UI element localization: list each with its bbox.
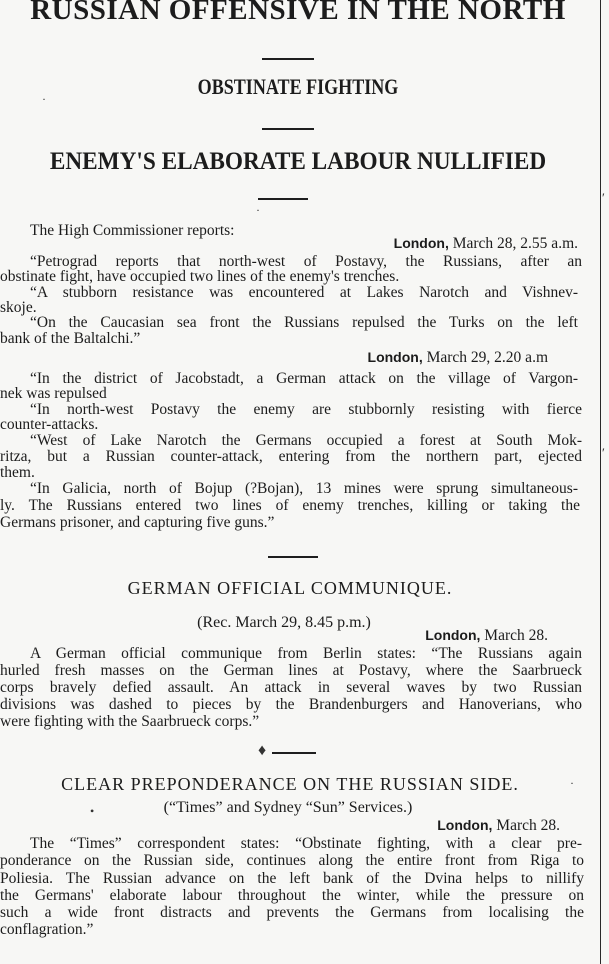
paragraph-line: The “Times” correspondent states: “Obstinate fighting, with a clear pre- (30, 835, 582, 852)
subheadline-labour: ENEMY'S ELABORATE LABOUR NULLIFIED (49, 148, 547, 175)
paragraph-line: Poliesia. The Russian advance on the left bank of the Dvina helps to nillify (0, 870, 584, 887)
paragraph-line: “A stubborn resistance was encountered at Lakes Narotch and Vishnev- (30, 284, 578, 301)
paragraph-line: obstinate fight, have occupied two lines of the enemy's trenches. (0, 268, 400, 285)
received-note: (Rec. March 29, 8.45 p.m.) (197, 614, 371, 631)
paragraph-line: “In Galicia, north of Bojup (?Bojan), 13 mines were sprung simultaneous- (30, 480, 578, 497)
paragraph-line: ly. The Russians entered two lines of enemy trenches, killing or taking the (0, 497, 580, 514)
dateline-place: London, (425, 627, 481, 643)
dateline-place: London, (367, 349, 423, 365)
speck: • (90, 804, 95, 818)
paragraph-line: nek was repulsed (0, 385, 107, 402)
dateline-time: March 29, 2.20 a.m (422, 349, 548, 366)
speck: · (42, 92, 46, 106)
paragraph-line: conflagration.” (0, 921, 94, 938)
dateline-time: March 28. (492, 817, 560, 834)
paragraph-line: corps bravely defied assault. An attack in several waves by two Russian (0, 679, 582, 696)
divider (272, 752, 316, 754)
paragraph-line: “In the district of Jacobstadt, a German attack on the village of Vargon- (30, 370, 578, 387)
intro-line: The High Commissioner reports: (30, 222, 235, 239)
section-title-german-communique: GERMAN OFFICIAL COMMUNIQUE. (127, 578, 453, 598)
column-rule (600, 0, 601, 964)
margin-mark: ′ (602, 445, 605, 460)
paragraph-line: were fighting with the Saarbrueck corps.” (0, 713, 260, 730)
paragraph-line: ponderance on the Russian side, continues along the entire front from Riga to (0, 852, 584, 869)
dateline-4 (0, 817, 560, 835)
news-service-credit: (“Times” and Sydney “Sun” Services.) (163, 799, 413, 816)
paragraph-line: A German official communique from Berlin states: “The Russians again (30, 645, 582, 662)
ornament: ♦ (258, 742, 267, 759)
paragraph-line: “West of Lake Narotch the Germans occupied a forest at South Mok- (30, 432, 582, 449)
dateline-1 (0, 235, 578, 253)
divider (262, 128, 314, 130)
paragraph-line: such a wide front distracts and prevents the Germans from localising the (0, 904, 584, 921)
divider (262, 58, 314, 60)
dateline-3 (0, 627, 548, 645)
dateline-time: March 28, 2.55 a.m. (448, 235, 578, 252)
paragraph-line: Germans prisoner, and capturing five guns.” (0, 514, 275, 531)
paragraph-line: them. (0, 464, 35, 481)
section-title-preponderance: CLEAR PREPONDERANCE ON THE RUSSIAN SIDE. (61, 774, 519, 794)
dateline-place: London, (393, 235, 449, 251)
dateline-time: March 28. (480, 627, 548, 644)
paragraph-line: ritza, but a Russian counter-attack, entering from the northern part, ejected (0, 448, 582, 465)
paragraph-line: skoje. (0, 299, 37, 316)
speck: · (570, 776, 574, 790)
paragraph-line: “Petrograd reports that north-west of Postavy, the Russians, after an (30, 253, 582, 270)
divider (268, 556, 318, 558)
dateline-2 (0, 349, 548, 367)
paragraph-line: bank of the Baltalchi.” (0, 330, 141, 347)
paragraph-line: “On the Caucasian sea front the Russians repulsed the Turks on the left (30, 314, 578, 331)
speck: · (256, 203, 260, 217)
paragraph-line: “In north-west Postavy the enemy are stubbornly resisting with fierce (30, 401, 582, 418)
paragraph-line: the Germans' elaborate labour throughout the winter, while the pressure on (0, 887, 584, 904)
paragraph-line: counter-attacks. (0, 416, 99, 433)
margin-mark: ′ (602, 190, 605, 205)
paragraph-line: divisions was dashed to pieces by the Brandenburgers and Hanoverians, who (0, 696, 582, 713)
headline: RUSSIAN OFFENSIVE IN THE NORTH (30, 0, 566, 26)
paragraph-line: hurled fresh masses on the German lines at Postavy, where the Saarbrueck (0, 662, 582, 679)
subheadline-obstinate: OBSTINATE FIGHTING (197, 74, 399, 99)
dateline-place: London, (437, 817, 493, 833)
divider (258, 198, 308, 200)
